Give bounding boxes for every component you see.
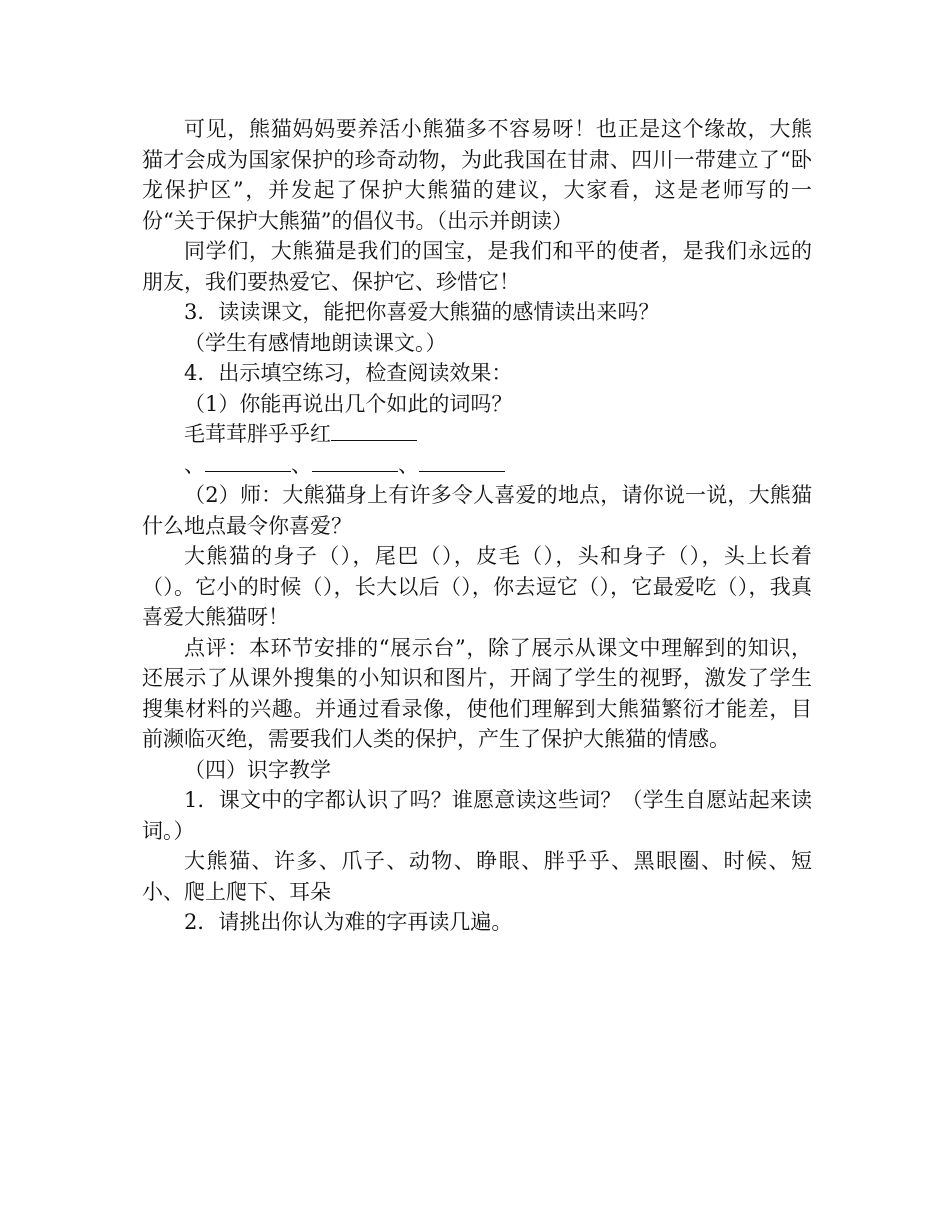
blank-line [419, 453, 505, 472]
fill-in-line [142, 450, 812, 481]
blank-line [205, 453, 291, 472]
paragraph: 点评：本环节安排的“展示台”，除了展示从课文中理解到的知识，还展示了从课外搜集的小知识和图片，开阔了学生的视野，激发了学生搜集材料的兴趣。并通过看录像，使他们理解到大熊猫繁衍才能差，目前濒临灭绝，需要我们人类的保护，产生了保护大熊猫的情感。 [142, 635, 812, 751]
document-body [142, 114, 812, 938]
paragraph: 4．出示填空练习，检查阅读效果： [184, 361, 513, 385]
paragraph: （2）师：大熊猫身上有许多令人喜爱的地点，请你说一说，大熊猫什么地点最令你喜爱？ [142, 483, 812, 538]
paragraph: 2．请挑出你认为难的字再读几遍。 [184, 910, 513, 934]
paragraph: 3．读读课文，能把你喜爱大熊猫的感情读出来吗？ [184, 300, 660, 324]
paragraph: （学生有感情地朗读课文。） [184, 330, 447, 355]
paragraph: 可见，熊猫妈妈要养活小熊猫多不容易呀！也正是这个缘故，大熊猫才会成为国家保护的珍奇动物，为此我国在甘肃、四川一带建立了“卧龙保护区”，并发起了保护大熊猫的建议，大家看，这是老师写的一份“关于保护大熊猫”的倡仪书。（出示并朗读） [142, 117, 812, 233]
paragraph: 大熊猫的身子（），尾巴（），皮毛（），头和身子（），头上长着（）。它小的时候（），长大以后（），你去逗它（），它最爱吃（），我真喜爱大熊猫呀！ [142, 544, 812, 629]
separator: 、 [398, 452, 419, 477]
paragraph: 同学们，大熊猫是我们的国宝，是我们和平的使者，是我们永远的朋友，我们要热爱它、保护它、珍惜它！ [142, 239, 812, 294]
separator: 、 [291, 452, 312, 477]
paragraph: （1）你能再说出几个如此的词吗？ [184, 391, 513, 416]
blank-line [331, 422, 417, 441]
paragraph: 1．课文中的字都认识了吗？谁愿意读这些词？（学生自愿站起来读词。） [142, 788, 812, 843]
blank-line [312, 453, 398, 472]
separator: 、 [184, 452, 205, 477]
fill-in-prompt: 毛茸茸胖乎乎红 [184, 422, 331, 446]
paragraph: 大熊猫、许多、爪子、动物、睁眼、胖乎乎、黑眼圈、时候、短小、爬上爬下、耳朵 [142, 849, 812, 904]
section-heading: （四）识字教学 [184, 757, 331, 782]
fill-in-line [142, 419, 812, 450]
